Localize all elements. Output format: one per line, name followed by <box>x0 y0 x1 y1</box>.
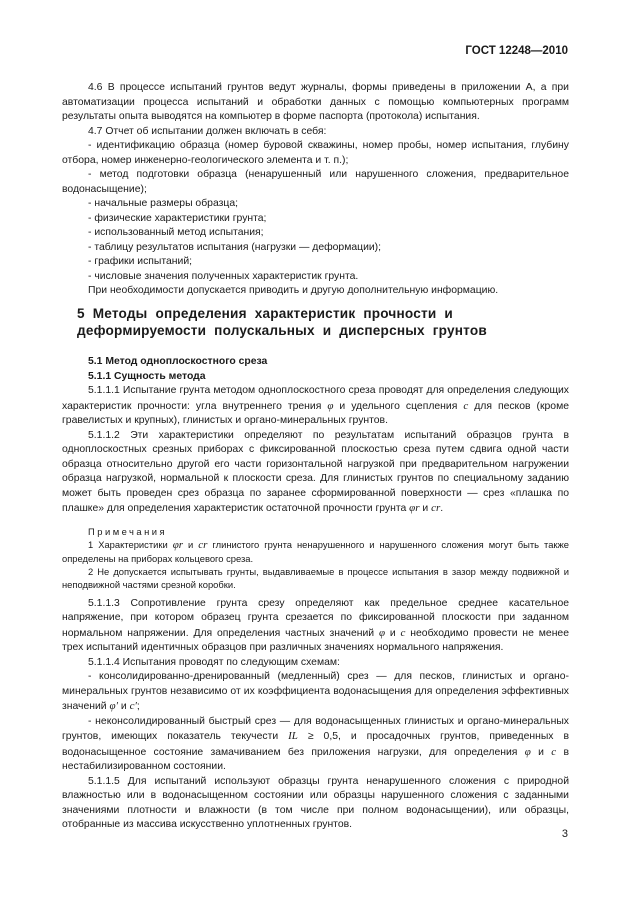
text: и <box>117 701 130 712</box>
section-4-content <box>62 81 569 299</box>
phi-symbol: φ <box>378 626 386 639</box>
paragraph-5-1-1-2 <box>62 429 569 517</box>
c-r-symbol: cr <box>198 538 208 551</box>
scheme-unconsolidated-quick <box>62 715 569 775</box>
list-item: - начальные размеры образца; <box>88 198 238 209</box>
list-item: - графики испытаний; <box>88 256 193 267</box>
text: и удельного сцепления <box>333 400 464 412</box>
c-prime-symbol: c′ <box>129 700 137 712</box>
subsection-5-1-title: 5.1 Метод одноплоскостного среза <box>88 356 268 367</box>
phi-symbol: φ <box>327 399 334 412</box>
text: 5.1.1.3 Сопротивление грунта срезу определяют как предельное среднее касательное напряжение, при котором образец грунта срезается по фиксированной плоскости при заданном нормальном напряжении. Для определения частных значений <box>62 597 569 639</box>
paragraph-5-1-1-5: 5.1.1.5 Для испытаний используют образцы грунта ненарушенного сложения с природной влажностью или в водонасыщенном состоянии или образцы нарушенного сложения с заданными значениями плотности и влажности (в том числе при полном водонасыщении), или образцы, отобранные из массива искусственно уплотненных грунтов. <box>62 775 569 830</box>
c-symbol: c <box>551 745 557 758</box>
phi-symbol: φ <box>524 745 531 758</box>
list-item: - физические характеристики грунта; <box>88 212 267 224</box>
phi-prime-symbol: φ′ <box>109 700 118 712</box>
paragraph-5-1-1-3 <box>62 597 569 656</box>
paragraph-5-1-1-1 <box>62 384 569 429</box>
text: для песков (кроме гравелистых и крупных), глинистых и органо-минеральных грунтов. <box>62 400 569 426</box>
section-5-content <box>62 305 569 833</box>
list-item: - таблицу результатов испытания (нагрузки — деформации); <box>88 241 382 253</box>
c-r-symbol: cr <box>431 502 441 514</box>
extra-info-note: При необходимости допускается приводить и другую дополнительную информацию. <box>88 285 499 296</box>
section-5-title: 5 Методы определения характеристик прочности и деформируемости полускальных и дисперсных грунтов <box>77 306 487 338</box>
paragraph-5-1-1-4: 5.1.1.4 Испытания проводят по следующим схемам: <box>88 656 340 668</box>
list-item: - идентификацию образца (номер буровой скважины, номер пробы, номер испытания, глубину отбора, номер инженерно-геологического элемента и т. п.); <box>62 140 569 166</box>
page-number: 3 <box>561 828 568 840</box>
text: ; <box>136 701 140 712</box>
list-item: - метод подготовки образца (ненарушенный или нарушенного сложения, предварительное водонасыщение); <box>62 169 569 195</box>
standard-header: ГОСТ 12248—2010 <box>465 45 568 57</box>
text: - консолидированно-дренированный (медленный) срез — для песков, глинистых и органо-минеральных грунтов независимо от их коэффициента водонасыщения для определения эффективных значений <box>62 671 569 712</box>
c-symbol: c <box>400 626 406 639</box>
paragraph-4-7: 4.7 Отчет об испытании должен включать в себя: <box>88 125 327 137</box>
text: и <box>385 627 401 639</box>
phi-r-symbol: φr <box>409 502 420 514</box>
text: и <box>183 538 199 550</box>
text: 1 Характеристики <box>88 538 173 550</box>
note-2: 2 Не допускается испытывать грунты, выдавливаемые в процессе испытания в зазор между подвижной и неподвижной частями срезной коробки. <box>62 565 569 590</box>
text: и <box>419 503 432 514</box>
text: . <box>440 503 444 514</box>
text: - неконсолидированный быстрый срез — для водонасыщенных глинистых и органо-минеральных грунтов, имеющих показатель текучести <box>62 715 569 742</box>
c-symbol: c <box>463 399 469 412</box>
text: ≥ 0,5, и просадочных грунтов, приведенных в водонасыщенное состояние замачиванием без приложения нагрузки, для определения <box>62 731 569 758</box>
text: в нестабилизированном состоянии. <box>62 746 569 772</box>
text: 5.1.1.1 Испытание грунта методом одноплоскостного среза проводят для определения следующих характеристик прочности: угла внутреннего трения <box>62 385 569 412</box>
notes-title: Примечания <box>88 525 168 537</box>
text: и <box>530 746 552 758</box>
list-item: - использованный метод испытания; <box>88 227 264 238</box>
text: глинистого грунта ненарушенного и нарушенного сложения могут быть также определены на приборах кольцевого среза. <box>62 538 569 564</box>
scheme-consolidated-drained <box>62 670 569 715</box>
text: 5.1.1.2 Эти характеристики определяют по результатам испытаний образцов грунта в одноплоскостных срезных приборах с фиксированной плоскостью среза путем сдвига одной части образца относительно другой его части горизонтальной нагрузкой при предварительном нагружении образца нагрузкой, нормальной к плоскости среза. Для глинистых грунтов по специальному заданию может быть проведен срез образца по заранее сформированной поверхности — срез «плашка по плашке» для определения характеристик остаточной прочности грунта <box>62 429 569 514</box>
list-item: - числовые значения полученных характеристик грунта. <box>88 270 359 282</box>
phi-r-symbol: φr <box>172 538 184 551</box>
il-symbol: IL <box>288 730 298 742</box>
subsection-5-1-1-title: 5.1.1 Сущность метода <box>88 370 206 382</box>
text: необходимо провести не менее трех испытаний идентичных образцов при различных значениях нормального напряжения. <box>62 627 569 653</box>
paragraph-4-6: 4.6 В процессе испытаний грунтов ведут журналы, формы приведены в приложении А, а при автоматизации процесса испытаний и обработки данных с помощью компьютерных программ результаты опыта выводятся на компьютер в форме паспорта (протокола) испытания. <box>62 82 569 122</box>
note-1 <box>62 538 569 565</box>
